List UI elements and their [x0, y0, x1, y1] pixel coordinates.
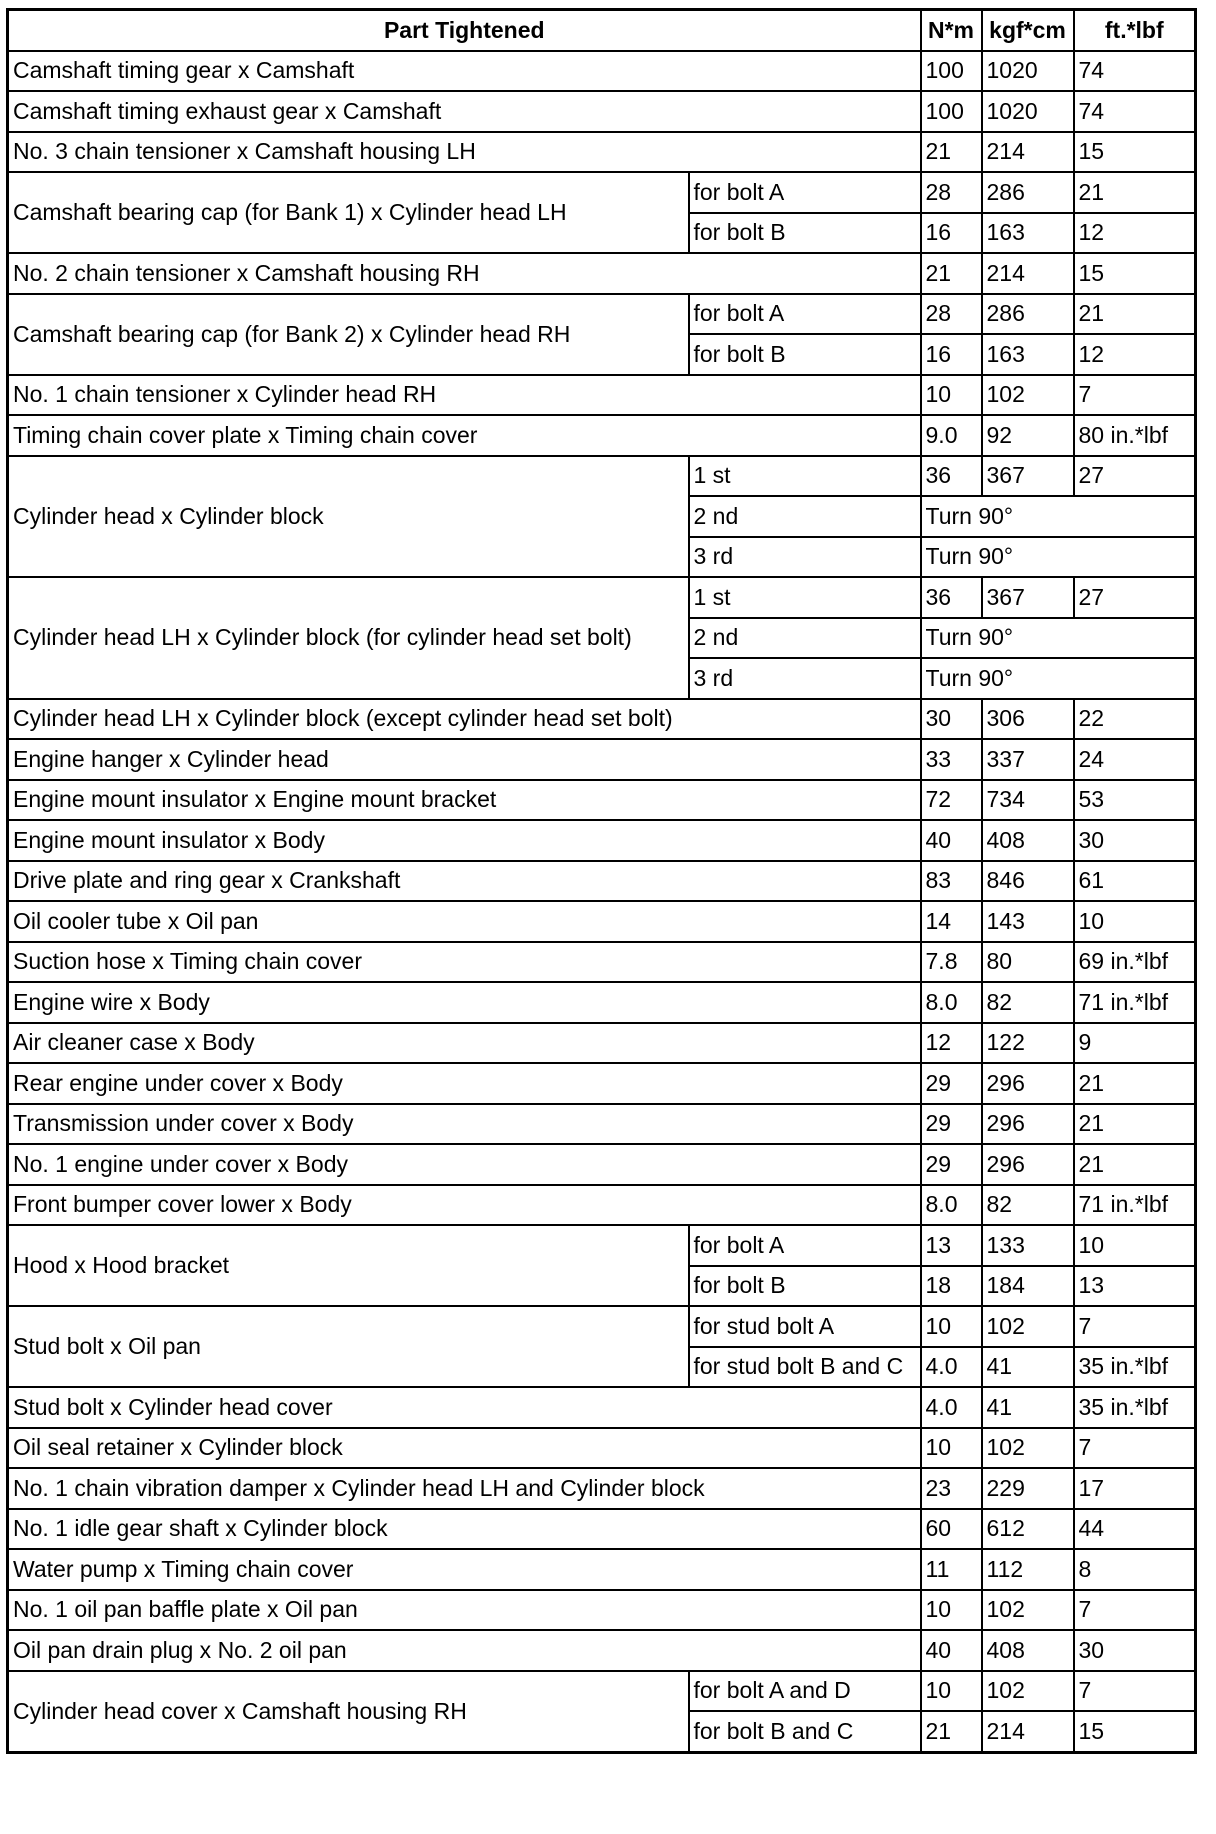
- part-cell: Suction hose x Timing chain cover: [8, 942, 921, 983]
- table-row: [8, 1144, 1196, 1185]
- sub-condition-cell: for stud bolt B and C: [689, 1347, 921, 1388]
- table-row: [8, 780, 1196, 821]
- nm-cell: 10: [921, 1671, 982, 1712]
- table-row: [8, 1549, 1196, 1590]
- ft-lbf-cell: 44: [1074, 1509, 1196, 1550]
- ft-lbf-cell: 15: [1074, 132, 1196, 173]
- kgf-cm-cell: 122: [982, 1023, 1074, 1064]
- table-row: [8, 51, 1196, 92]
- part-cell: Front bumper cover lower x Body: [8, 1185, 921, 1226]
- table-row: [8, 861, 1196, 902]
- table-row: [8, 982, 1196, 1023]
- header-part-tightened: Part Tightened: [8, 10, 921, 51]
- kgf-cm-cell: 80: [982, 942, 1074, 983]
- ft-lbf-cell: 74: [1074, 51, 1196, 92]
- kgf-cm-cell: 112: [982, 1549, 1074, 1590]
- ft-lbf-cell: 61: [1074, 861, 1196, 902]
- part-cell: No. 3 chain tensioner x Camshaft housing LH: [8, 132, 921, 173]
- table-row: [8, 132, 1196, 173]
- part-cell: Hood x Hood bracket: [8, 1225, 689, 1306]
- part-cell: No. 1 oil pan baffle plate x Oil pan: [8, 1590, 921, 1631]
- nm-cell: 36: [921, 456, 982, 497]
- header-nm: N*m: [921, 10, 982, 51]
- nm-cell: 12: [921, 1023, 982, 1064]
- table-row: [8, 1023, 1196, 1064]
- ft-lbf-cell: 12: [1074, 213, 1196, 254]
- nm-cell: 29: [921, 1104, 982, 1145]
- nm-cell: 8.0: [921, 1185, 982, 1226]
- table-row: [8, 1590, 1196, 1631]
- part-cell: Engine wire x Body: [8, 982, 921, 1023]
- nm-cell: 29: [921, 1144, 982, 1185]
- table-row: [8, 1104, 1196, 1145]
- part-cell: Stud bolt x Oil pan: [8, 1306, 689, 1387]
- part-cell: Timing chain cover plate x Timing chain cover: [8, 415, 921, 456]
- table-row: [8, 375, 1196, 416]
- part-cell: Camshaft bearing cap (for Bank 2) x Cylinder head RH: [8, 294, 689, 375]
- table-row: [8, 1509, 1196, 1550]
- kgf-cm-cell: 612: [982, 1509, 1074, 1550]
- part-cell: Cylinder head x Cylinder block: [8, 456, 689, 578]
- table-body: [8, 51, 1196, 1753]
- kgf-cm-cell: 214: [982, 132, 1074, 173]
- kgf-cm-cell: 286: [982, 172, 1074, 213]
- turn-angle-cell: Turn 90°: [921, 496, 1196, 537]
- ft-lbf-cell: 12: [1074, 334, 1196, 375]
- nm-cell: 30: [921, 699, 982, 740]
- part-cell: Cylinder head cover x Camshaft housing RH: [8, 1671, 689, 1753]
- nm-cell: 36: [921, 577, 982, 618]
- table-row: [8, 172, 1196, 213]
- sub-condition-cell: for bolt B: [689, 334, 921, 375]
- table-row: [8, 1306, 1196, 1347]
- part-cell: Cylinder head LH x Cylinder block (except cylinder head set bolt): [8, 699, 921, 740]
- table-row: [8, 91, 1196, 132]
- part-cell: Stud bolt x Cylinder head cover: [8, 1387, 921, 1428]
- kgf-cm-cell: 163: [982, 213, 1074, 254]
- kgf-cm-cell: 286: [982, 294, 1074, 335]
- sub-condition-cell: for bolt A: [689, 172, 921, 213]
- part-cell: No. 1 chain tensioner x Cylinder head RH: [8, 375, 921, 416]
- part-cell: Drive plate and ring gear x Crankshaft: [8, 861, 921, 902]
- table-row: [8, 1630, 1196, 1671]
- kgf-cm-cell: 296: [982, 1104, 1074, 1145]
- kgf-cm-cell: 296: [982, 1144, 1074, 1185]
- sub-condition-cell: 2 nd: [689, 496, 921, 537]
- table-row: [8, 699, 1196, 740]
- table-row: [8, 1387, 1196, 1428]
- kgf-cm-cell: 408: [982, 820, 1074, 861]
- sub-condition-cell: 1 st: [689, 456, 921, 497]
- kgf-cm-cell: 163: [982, 334, 1074, 375]
- part-cell: Air cleaner case x Body: [8, 1023, 921, 1064]
- sub-condition-cell: for bolt A and D: [689, 1671, 921, 1712]
- ft-lbf-cell: 35 in.*lbf: [1074, 1347, 1196, 1388]
- nm-cell: 21: [921, 1711, 982, 1752]
- ft-lbf-cell: 21: [1074, 294, 1196, 335]
- table-row: [8, 739, 1196, 780]
- sub-condition-cell: for stud bolt A: [689, 1306, 921, 1347]
- table-row: [8, 1468, 1196, 1509]
- table-row: [8, 1671, 1196, 1712]
- kgf-cm-cell: 1020: [982, 51, 1074, 92]
- nm-cell: 72: [921, 780, 982, 821]
- kgf-cm-cell: 229: [982, 1468, 1074, 1509]
- ft-lbf-cell: 15: [1074, 253, 1196, 294]
- ft-lbf-cell: 69 in.*lbf: [1074, 942, 1196, 983]
- part-cell: No. 1 engine under cover x Body: [8, 1144, 921, 1185]
- nm-cell: 16: [921, 213, 982, 254]
- table-row: [8, 415, 1196, 456]
- nm-cell: 10: [921, 375, 982, 416]
- kgf-cm-cell: 337: [982, 739, 1074, 780]
- ft-lbf-cell: 21: [1074, 172, 1196, 213]
- sub-condition-cell: for bolt B and C: [689, 1711, 921, 1752]
- nm-cell: 8.0: [921, 982, 982, 1023]
- kgf-cm-cell: 408: [982, 1630, 1074, 1671]
- part-cell: Oil pan drain plug x No. 2 oil pan: [8, 1630, 921, 1671]
- kgf-cm-cell: 102: [982, 1671, 1074, 1712]
- table-row: [8, 1225, 1196, 1266]
- ft-lbf-cell: 10: [1074, 901, 1196, 942]
- ft-lbf-cell: 17: [1074, 1468, 1196, 1509]
- ft-lbf-cell: 22: [1074, 699, 1196, 740]
- part-cell: Oil cooler tube x Oil pan: [8, 901, 921, 942]
- part-cell: Engine mount insulator x Body: [8, 820, 921, 861]
- kgf-cm-cell: 1020: [982, 91, 1074, 132]
- nm-cell: 100: [921, 51, 982, 92]
- kgf-cm-cell: 734: [982, 780, 1074, 821]
- ft-lbf-cell: 53: [1074, 780, 1196, 821]
- ft-lbf-cell: 9: [1074, 1023, 1196, 1064]
- part-cell: Water pump x Timing chain cover: [8, 1549, 921, 1590]
- ft-lbf-cell: 7: [1074, 1590, 1196, 1631]
- kgf-cm-cell: 82: [982, 982, 1074, 1023]
- nm-cell: 10: [921, 1590, 982, 1631]
- table-row: [8, 253, 1196, 294]
- ft-lbf-cell: 71 in.*lbf: [1074, 1185, 1196, 1226]
- nm-cell: 9.0: [921, 415, 982, 456]
- part-cell: No. 1 chain vibration damper x Cylinder head LH and Cylinder block: [8, 1468, 921, 1509]
- kgf-cm-cell: 82: [982, 1185, 1074, 1226]
- kgf-cm-cell: 102: [982, 375, 1074, 416]
- sub-condition-cell: for bolt B: [689, 1266, 921, 1307]
- sub-condition-cell: for bolt A: [689, 294, 921, 335]
- part-cell: Camshaft timing gear x Camshaft: [8, 51, 921, 92]
- part-cell: Camshaft timing exhaust gear x Camshaft: [8, 91, 921, 132]
- nm-cell: 100: [921, 91, 982, 132]
- part-cell: Engine mount insulator x Engine mount bracket: [8, 780, 921, 821]
- kgf-cm-cell: 102: [982, 1306, 1074, 1347]
- part-cell: Camshaft bearing cap (for Bank 1) x Cylinder head LH: [8, 172, 689, 253]
- kgf-cm-cell: 367: [982, 577, 1074, 618]
- table-row: [8, 294, 1196, 335]
- part-cell: Engine hanger x Cylinder head: [8, 739, 921, 780]
- kgf-cm-cell: 367: [982, 456, 1074, 497]
- ft-lbf-cell: 74: [1074, 91, 1196, 132]
- nm-cell: 60: [921, 1509, 982, 1550]
- ft-lbf-cell: 27: [1074, 577, 1196, 618]
- nm-cell: 10: [921, 1306, 982, 1347]
- nm-cell: 10: [921, 1428, 982, 1469]
- nm-cell: 21: [921, 132, 982, 173]
- header-kgf-cm: kgf*cm: [982, 10, 1074, 51]
- ft-lbf-cell: 15: [1074, 1711, 1196, 1752]
- nm-cell: 13: [921, 1225, 982, 1266]
- ft-lbf-cell: 21: [1074, 1144, 1196, 1185]
- ft-lbf-cell: 35 in.*lbf: [1074, 1387, 1196, 1428]
- nm-cell: 40: [921, 1630, 982, 1671]
- kgf-cm-cell: 102: [982, 1428, 1074, 1469]
- nm-cell: 4.0: [921, 1387, 982, 1428]
- table-row: [8, 577, 1196, 618]
- turn-angle-cell: Turn 90°: [921, 618, 1196, 659]
- nm-cell: 18: [921, 1266, 982, 1307]
- sub-condition-cell: for bolt B: [689, 213, 921, 254]
- ft-lbf-cell: 7: [1074, 375, 1196, 416]
- sub-condition-cell: 3 rd: [689, 658, 921, 699]
- ft-lbf-cell: 7: [1074, 1671, 1196, 1712]
- nm-cell: 14: [921, 901, 982, 942]
- table-header-row: [8, 10, 1196, 51]
- nm-cell: 28: [921, 294, 982, 335]
- ft-lbf-cell: 13: [1074, 1266, 1196, 1307]
- table-row: [8, 1185, 1196, 1226]
- nm-cell: 83: [921, 861, 982, 902]
- ft-lbf-cell: 21: [1074, 1063, 1196, 1104]
- header-ft-lbf: ft.*lbf: [1074, 10, 1196, 51]
- kgf-cm-cell: 296: [982, 1063, 1074, 1104]
- sub-condition-cell: 3 rd: [689, 537, 921, 578]
- kgf-cm-cell: 133: [982, 1225, 1074, 1266]
- table-row: [8, 820, 1196, 861]
- kgf-cm-cell: 41: [982, 1387, 1074, 1428]
- torque-table: [6, 8, 1197, 1754]
- ft-lbf-cell: 30: [1074, 1630, 1196, 1671]
- torque-spec-sheet: [6, 8, 1194, 1754]
- part-cell: Rear engine under cover x Body: [8, 1063, 921, 1104]
- ft-lbf-cell: 8: [1074, 1549, 1196, 1590]
- kgf-cm-cell: 184: [982, 1266, 1074, 1307]
- table-row: [8, 1063, 1196, 1104]
- part-cell: No. 1 idle gear shaft x Cylinder block: [8, 1509, 921, 1550]
- part-cell: Transmission under cover x Body: [8, 1104, 921, 1145]
- nm-cell: 11: [921, 1549, 982, 1590]
- ft-lbf-cell: 7: [1074, 1428, 1196, 1469]
- kgf-cm-cell: 41: [982, 1347, 1074, 1388]
- kgf-cm-cell: 92: [982, 415, 1074, 456]
- kgf-cm-cell: 306: [982, 699, 1074, 740]
- nm-cell: 40: [921, 820, 982, 861]
- ft-lbf-cell: 7: [1074, 1306, 1196, 1347]
- turn-angle-cell: Turn 90°: [921, 537, 1196, 578]
- kgf-cm-cell: 102: [982, 1590, 1074, 1631]
- kgf-cm-cell: 214: [982, 253, 1074, 294]
- nm-cell: 28: [921, 172, 982, 213]
- ft-lbf-cell: 80 in.*lbf: [1074, 415, 1196, 456]
- table-row: [8, 456, 1196, 497]
- part-cell: Oil seal retainer x Cylinder block: [8, 1428, 921, 1469]
- sub-condition-cell: for bolt A: [689, 1225, 921, 1266]
- part-cell: Cylinder head LH x Cylinder block (for cylinder head set bolt): [8, 577, 689, 699]
- kgf-cm-cell: 846: [982, 861, 1074, 902]
- ft-lbf-cell: 27: [1074, 456, 1196, 497]
- part-cell: No. 2 chain tensioner x Camshaft housing RH: [8, 253, 921, 294]
- nm-cell: 33: [921, 739, 982, 780]
- nm-cell: 23: [921, 1468, 982, 1509]
- table-row: [8, 1428, 1196, 1469]
- nm-cell: 16: [921, 334, 982, 375]
- ft-lbf-cell: 24: [1074, 739, 1196, 780]
- turn-angle-cell: Turn 90°: [921, 658, 1196, 699]
- nm-cell: 7.8: [921, 942, 982, 983]
- nm-cell: 21: [921, 253, 982, 294]
- kgf-cm-cell: 214: [982, 1711, 1074, 1752]
- ft-lbf-cell: 10: [1074, 1225, 1196, 1266]
- kgf-cm-cell: 143: [982, 901, 1074, 942]
- nm-cell: 4.0: [921, 1347, 982, 1388]
- table-row: [8, 942, 1196, 983]
- ft-lbf-cell: 71 in.*lbf: [1074, 982, 1196, 1023]
- sub-condition-cell: 1 st: [689, 577, 921, 618]
- table-row: [8, 901, 1196, 942]
- ft-lbf-cell: 21: [1074, 1104, 1196, 1145]
- sub-condition-cell: 2 nd: [689, 618, 921, 659]
- nm-cell: 29: [921, 1063, 982, 1104]
- ft-lbf-cell: 30: [1074, 820, 1196, 861]
